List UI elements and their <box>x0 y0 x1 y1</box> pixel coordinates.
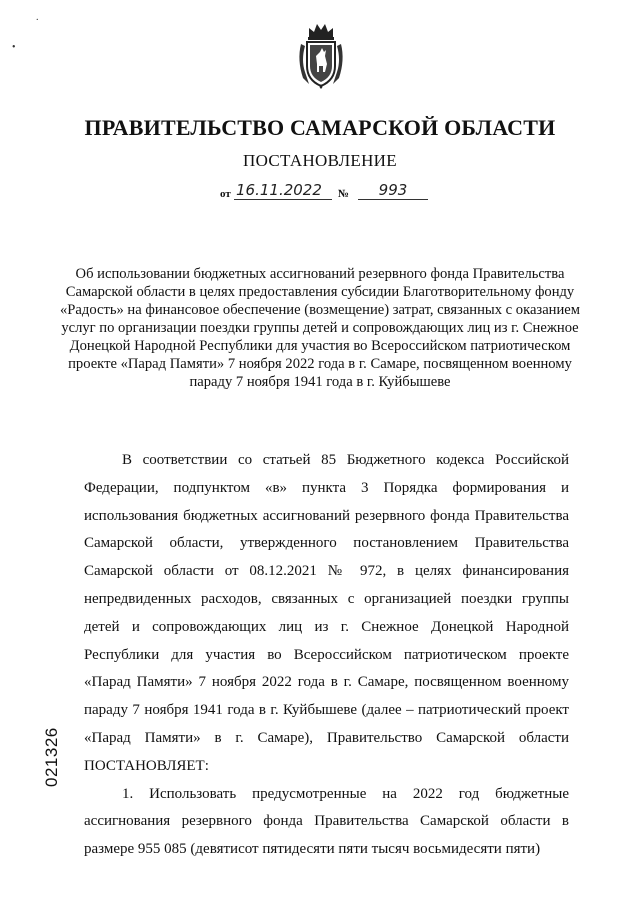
date-value: 16.11.2022 <box>234 182 332 200</box>
item-1-paragraph: 1. Использовать предусмотренные на 2022 год бюджетные ассигнования резервного фонда Правительства Самарской области в размере 955 085 (девятисот пятидесяти пяти тысяч восьмидесяти пяти) <box>84 785 569 858</box>
samara-coat-of-arms-icon <box>295 20 347 90</box>
number-label: № <box>338 188 350 200</box>
date-label: от <box>220 188 231 200</box>
document-body <box>84 447 569 864</box>
scan-mark: • <box>12 42 16 53</box>
scan-mark: . <box>36 12 39 23</box>
registry-number: 021326 <box>42 727 61 787</box>
document-heading: Об использовании бюджетных ассигнований резервного фонда Правительства Самарской области в целях предоставления субсидии Благотворительному фонду «Радость» на финансовое обеспечение (возмещение) затрат, связанных с оказанием услуг по организации поездки группы детей и сопровождающих лиц из г. Снежное Донецкой Народной Республики для участия во Всероссийском патриотическом проекте «Парад Памяти» 7 ноября 2022 года в г. Самаре, посвященном военному параду 7 ноября 1941 года в г. Куйбышеве <box>60 266 581 390</box>
date-number-line <box>220 182 440 204</box>
preamble-paragraph: В соответствии со статьей 85 Бюджетного кодекса Российской Федерации, подпунктом «в» пункта 3 Порядка формирования и использования бюджетных ассигнований резервного фонда Правительства Самарской области, утвержденного постановлением Правительства Самарской области от 08.12.2021 № 972, в целях финансирования непредвиденных расходов, связанных с организацией поездки группы детей и сопровождающих лиц из г. Снежное Донецкой Народной Республики для участия во Всероссийском патриотическом проекте «Парад Памяти» 7 ноября 2022 года в г. Самаре, посвященном военному параду 7 ноября 1941 года в г. Куйбышеве (далее – патриотический проект «Парад Памяти» в г. Самаре), Правительство Самарской области ПОСТАНОВЛЯЕТ: <box>84 452 569 774</box>
document-type: ПОСТАНОВЛЕНИЕ <box>243 151 397 170</box>
government-title: ПРАВИТЕЛЬСТВО САМАРСКОЙ ОБЛАСТИ <box>84 115 556 140</box>
number-value: 993 <box>358 182 428 200</box>
